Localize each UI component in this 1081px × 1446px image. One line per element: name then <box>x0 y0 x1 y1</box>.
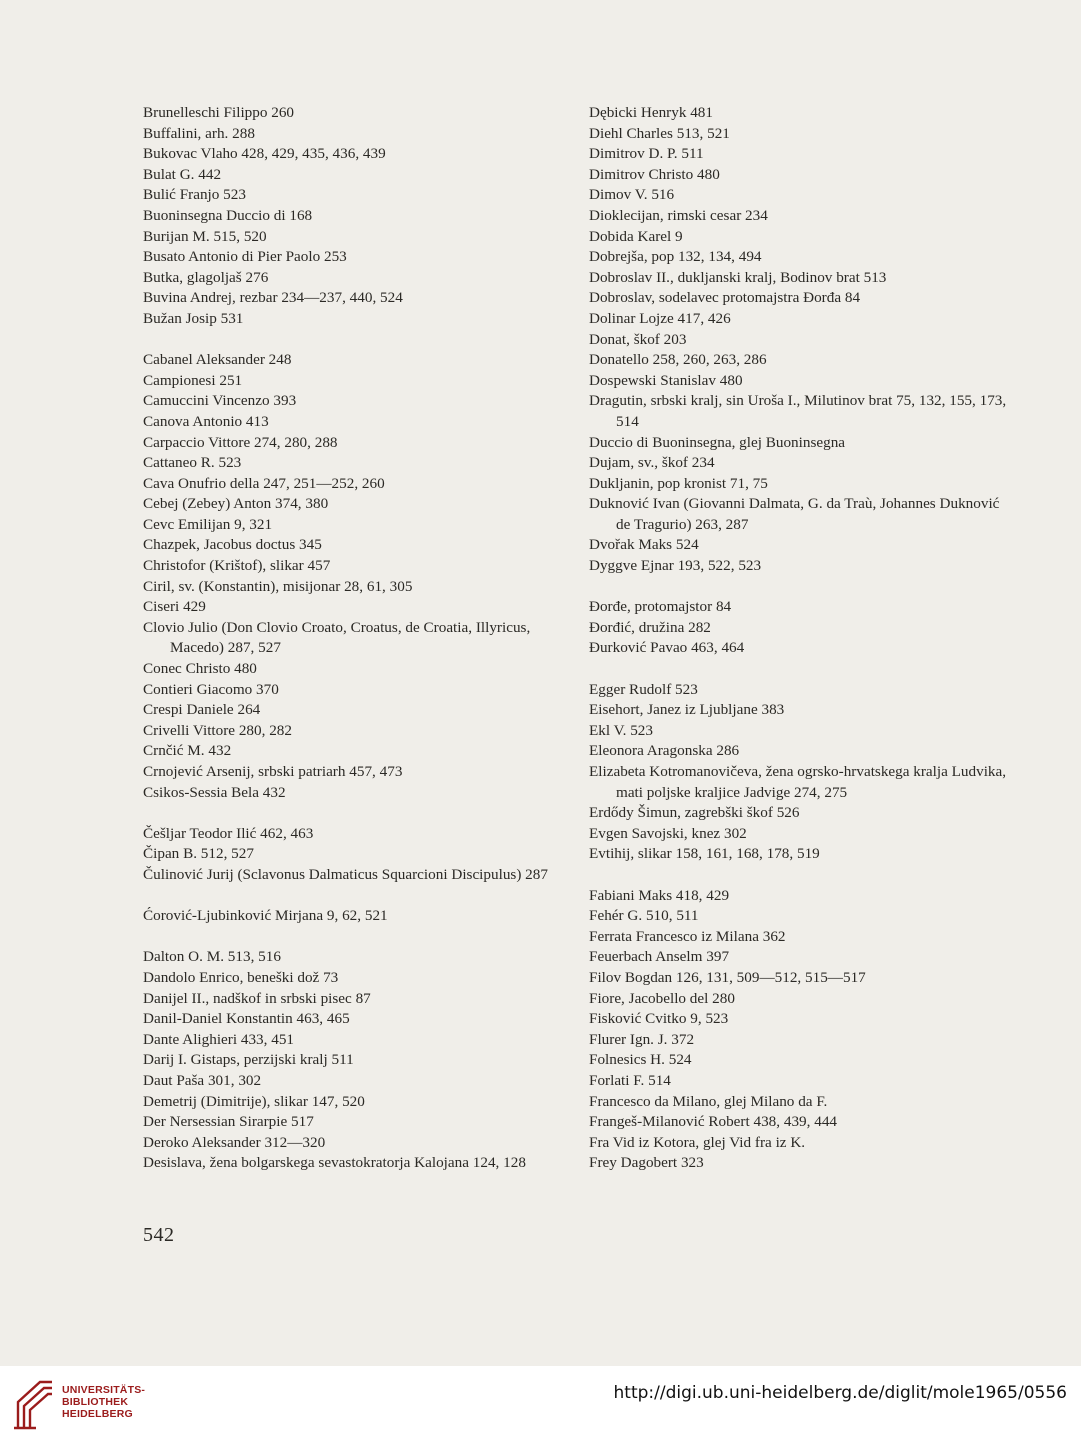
index-entry: Ciril, sv. (Konstantin), misijonar 28, 61, 305 <box>143 577 413 595</box>
section-gap <box>589 659 1009 680</box>
index-entry: Fiore, Jacobello del 280 <box>589 989 735 1007</box>
index-entry: Crnčić M. 432 <box>143 742 232 760</box>
index-entry: Egger Rudolf 523 <box>589 680 698 698</box>
index-entry: Dimitrov Christo 480 <box>589 165 720 183</box>
index-entry: Dospewski Stanislav 480 <box>589 371 743 389</box>
index-entry: Cebej (Zebey) Anton 374, 380 <box>143 495 329 513</box>
index-entry: Frey Dagobert 323 <box>589 1154 704 1172</box>
index-column-right <box>589 103 1009 1174</box>
index-entry: Buffalini, arh. 288 <box>143 124 255 142</box>
index-entry: Clovio Julio (Don Clovio Croato, Croatus, de Croatia, Illyricus, Macedo) 287, 527 <box>143 618 531 657</box>
index-entry: Dobroslav, sodelavec protomajstra Đorđa 84 <box>589 289 861 307</box>
index-entry: Fehér G. 510, 511 <box>589 907 699 925</box>
index-entry: Campionesi 251 <box>143 371 243 389</box>
index-entry: Fisković Cvitko 9, 523 <box>589 1010 729 1028</box>
logo-line-2: BIBLIOTHEK <box>62 1396 129 1408</box>
index-entry: Darij I. Gistaps, perzijski kralj 511 <box>143 1051 354 1069</box>
index-entry: Češljar Teodor Ilić 462, 463 <box>143 824 314 842</box>
index-entry: Dvořak Maks 524 <box>589 536 699 554</box>
index-entry: Busato Antonio di Pier Paolo 253 <box>143 248 347 266</box>
section-gap <box>143 886 558 907</box>
index-entry: Dalton O. M. 513, 516 <box>143 948 281 966</box>
source-url-link[interactable]: http://digi.ub.uni-heidelberg.de/diglit/mole1965/0556 <box>613 1383 1067 1403</box>
index-entry: Folnesics H. 524 <box>589 1051 692 1069</box>
index-entry: Cattaneo R. 523 <box>143 454 242 472</box>
index-entry: Bužan Josip 531 <box>143 309 244 327</box>
index-entry: Dobroslav II., dukljanski kralj, Bodinov brat 513 <box>589 268 887 286</box>
index-entry: Frangeš-Milanović Robert 438, 439, 444 <box>589 1113 838 1131</box>
index-entry: Desislava, žena bolgarskega sevastokratorja Kalojana 124, 128 <box>143 1154 526 1172</box>
library-logo-text <box>62 1384 145 1420</box>
index-entry: Camuccini Vincenzo 393 <box>143 392 297 410</box>
index-entry: Crespi Daniele 264 <box>143 701 261 719</box>
index-entry: Dukljanin, pop kronist 71, 75 <box>589 474 768 492</box>
section-gap <box>143 330 558 351</box>
index-entry: Canova Antonio 413 <box>143 412 269 430</box>
index-entry: Dragutin, srbski kralj, sin Uroša I., Milutinov brat 75, 132, 155, 173, 514 <box>589 392 1007 430</box>
index-entry: Fabiani Maks 418, 429 <box>589 886 730 904</box>
index-entry: Čulinović Jurij (Sclavonus Dalmaticus Squarcioni Discipulus) 287 <box>143 865 548 883</box>
index-entry: Donatello 258, 260, 263, 286 <box>589 351 767 369</box>
index-entry: Deroko Aleksander 312—320 <box>143 1133 326 1151</box>
index-entry: Feuerbach Anselm 397 <box>589 948 730 966</box>
library-logo-icon <box>10 1376 58 1434</box>
index-entry: Evgen Savojski, knez 302 <box>589 824 747 842</box>
index-entry: Dimitrov D. P. 511 <box>589 145 704 163</box>
index-entry: Buvina Andrej, rezbar 234—237, 440, 524 <box>143 289 403 307</box>
index-entry: Cevc Emilijan 9, 321 <box>143 515 273 533</box>
index-entry: Dimov V. 516 <box>589 186 675 204</box>
index-entry: Elizabeta Kotromanovičeva, žena ogrsko-hrvatskega kralja Ludvika, mati poljske kraljice Jadvige 274, 275 <box>589 763 1007 801</box>
index-entry: Bukovac Vlaho 428, 429, 435, 436, 439 <box>143 145 386 163</box>
footer-bar <box>0 1366 1081 1446</box>
index-entry: Brunelleschi Filippo 260 <box>143 104 295 121</box>
index-entry: Danijel II., nadškof in srbski pisec 87 <box>143 989 371 1007</box>
index-entry: Bulić Franjo 523 <box>143 186 246 204</box>
index-entry: Đorđić, družina 282 <box>589 618 711 636</box>
logo-line-1: UNIVERSITÄTS- <box>62 1384 146 1396</box>
index-entry: Christofor (Krištof), slikar 457 <box>143 557 331 575</box>
index-entry: Crivelli Vittore 280, 282 <box>143 721 292 739</box>
index-entry: Forlati F. 514 <box>589 1071 671 1089</box>
index-entry: Eisehort, Janez iz Ljubljane 383 <box>589 701 785 719</box>
index-entry: Dębicki Henryk 481 <box>589 104 713 121</box>
index-entry: Čipan B. 512, 527 <box>143 845 254 863</box>
section-gap <box>589 865 1009 886</box>
index-entry: Ekl V. 523 <box>589 721 653 739</box>
index-entry: Eleonora Aragonska 286 <box>589 742 740 760</box>
index-entry: Demetrij (Dimitrije), slikar 147, 520 <box>143 1092 365 1110</box>
index-entry: Contieri Giacomo 370 <box>143 680 279 698</box>
index-entry: Diehl Charles 513, 521 <box>589 124 730 142</box>
index-entry: Filov Bogdan 126, 131, 509—512, 515—517 <box>589 968 866 986</box>
index-entry: Buoninsegna Duccio di 168 <box>143 206 313 224</box>
index-entry: Cabanel Aleksander 248 <box>143 351 292 369</box>
index-entry: Francesco da Milano, glej Milano da F. <box>589 1092 828 1110</box>
section-gap <box>143 803 558 824</box>
index-entry: Bulat G. 442 <box>143 165 222 183</box>
index-entry: Csikos-Sessia Bela 432 <box>143 783 286 801</box>
section-gap <box>589 577 1009 598</box>
index-entry: Fra Vid iz Kotora, glej Vid fra iz K. <box>589 1133 806 1151</box>
index-entry: Der Nersessian Sirarpie 517 <box>143 1113 314 1131</box>
index-entry: Ciseri 429 <box>143 598 206 616</box>
index-entry: Duknović Ivan (Giovanni Dalmata, G. da Traù, Johannes Duknović de Tragurio) 263, 287 <box>589 495 1000 533</box>
index-entry: Donat, škof 203 <box>589 330 687 348</box>
index-entry: Evtihij, slikar 158, 161, 168, 178, 519 <box>589 845 820 863</box>
index-entry: Danil-Daniel Konstantin 463, 465 <box>143 1010 350 1028</box>
index-entry: Crnojević Arsenij, srbski patriarh 457, 473 <box>143 763 403 780</box>
index-entry: Đorđe, protomajstor 84 <box>589 598 732 616</box>
index-entry: Dobrejša, pop 132, 134, 494 <box>589 248 762 266</box>
index-entry: Chazpek, Jacobus doctus 345 <box>143 536 322 554</box>
index-entry: Duccio di Buoninsegna, glej Buoninsegna <box>589 433 846 451</box>
index-column-left <box>143 103 558 1174</box>
index-entry: Đurković Pavao 463, 464 <box>589 639 745 657</box>
index-entry: Dujam, sv., škof 234 <box>589 454 715 472</box>
index-entry: Erdődy Šimun, zagrebški škof 526 <box>589 804 800 822</box>
logo-line-3: HEIDELBERG <box>62 1408 133 1420</box>
index-entry: Ćorović-Ljubinković Mirjana 9, 62, 521 <box>143 907 388 925</box>
index-entry: Carpaccio Vittore 274, 280, 288 <box>143 433 338 451</box>
index-entry: Dioklecijan, rimski cesar 234 <box>589 206 768 224</box>
index-entry: Butka, glagoljaš 276 <box>143 268 269 286</box>
index-entry: Dante Alighieri 433, 451 <box>143 1030 295 1048</box>
section-gap <box>143 927 558 948</box>
index-entry: Burijan M. 515, 520 <box>143 227 267 245</box>
index-entry: Conec Christo 480 <box>143 660 257 678</box>
index-entry: Dandolo Enrico, beneški dož 73 <box>143 968 339 986</box>
index-entry: Dobida Karel 9 <box>589 227 683 245</box>
index-entry: Ferrata Francesco iz Milana 362 <box>589 927 786 945</box>
index-entry: Dyggve Ejnar 193, 522, 523 <box>589 557 762 575</box>
index-entry: Dolinar Lojze 417, 426 <box>589 309 731 327</box>
index-entry: Daut Paša 301, 302 <box>143 1071 262 1089</box>
index-entry: Flurer Ign. J. 372 <box>589 1030 695 1048</box>
index-entry: Cava Onufrio della 247, 251—252, 260 <box>143 474 385 492</box>
page-number: 542 <box>143 1224 175 1246</box>
